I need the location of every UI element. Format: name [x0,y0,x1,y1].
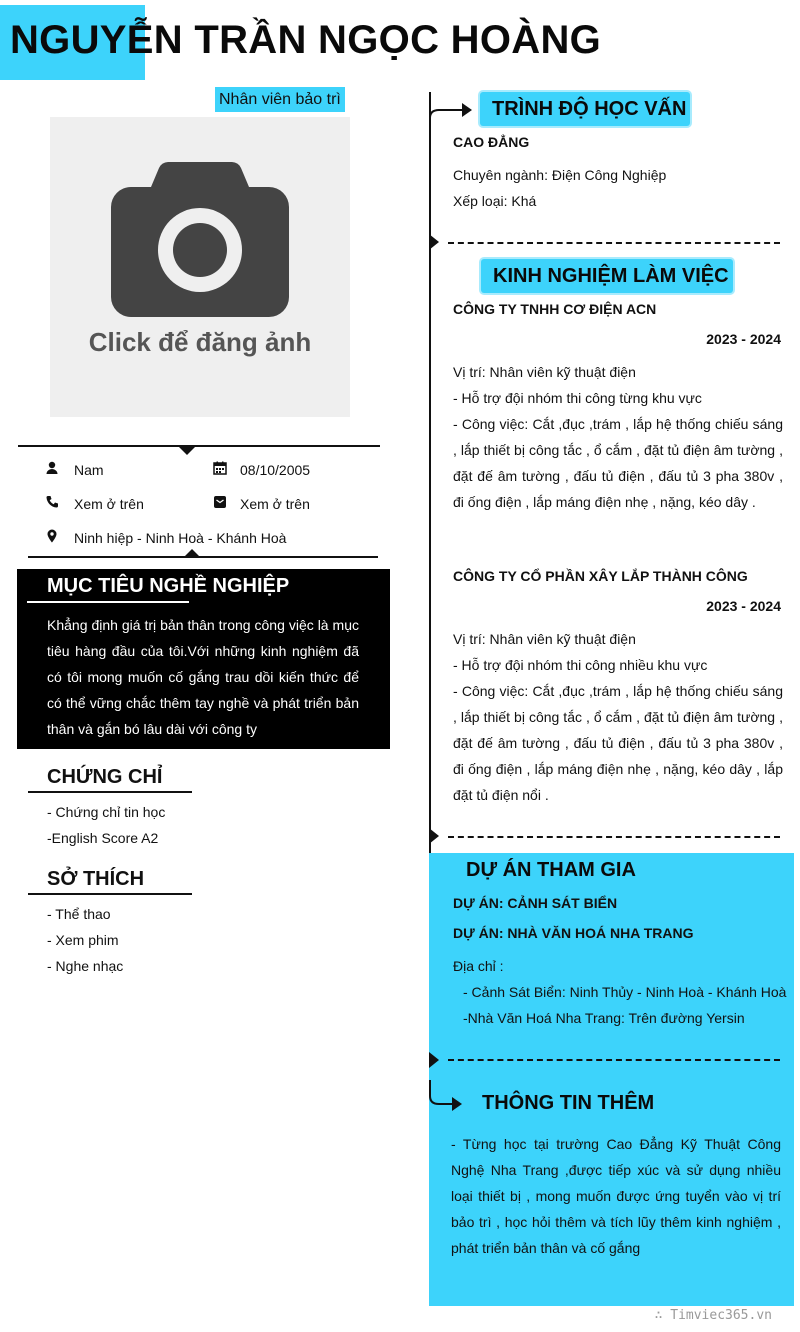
divider [28,791,192,793]
camera-icon [110,162,290,322]
job-work: - Công việc: Cắt ,đục ,trám , lắp hệ thống chiếu sáng , lắp thiết bị công tắc , ổ cắm , đặt tủ điện âm tường , đặt đế âm tường , đấu tủ điện , đấu tủ 3 pha 380v , đi ống điện , lắp máng điện nhẹ , nặng, kéo dây , lắp đặt tủ điện nổi . [453,683,783,803]
watermark: ∴ Timviec365.vn [654,1308,772,1323]
job-description [453,626,783,808]
project-address: -Nhà Văn Hoá Nha Trang: Trên đường Yersin [463,1010,745,1026]
list-item: - Thể thao [47,906,111,922]
project-name: DỰ ÁN: CẢNH SÁT BIỂN [453,895,618,911]
project-address: - Cảnh Sát Biển: Ninh Thủy - Ninh Hoà - Khánh Hoà [463,984,787,1000]
gender-value: Nam [74,462,104,478]
divider [27,601,189,603]
divider [448,1059,780,1061]
photo-upload-label: Click để đăng ảnh [88,327,312,357]
birthday-value: 08/10/2005 [240,462,311,478]
education-rank: Xếp loại: Khá [453,193,537,209]
divider [28,893,192,895]
job-task: - Hỗ trợ đội nhóm thi công từng khu vực [453,390,702,406]
job-work: - Công việc: Cắt ,đục ,trám , lắp hệ thống chiếu sáng , lắp thiết bị công tắc , ổ cắm , đặt tủ điện âm tường , đặt đế âm tường , đấu tủ điện , đấu tủ 3 pha 380v , đi ống điện , lắp máng điện nhẹ , nặng, kéo dây . [453,416,783,510]
timeline-marker [429,1052,439,1068]
objective-section [17,569,390,749]
divider [28,556,378,558]
photo-upload[interactable] [50,117,350,417]
job-description [453,359,783,515]
location-icon [45,529,59,543]
education-school: CAO ĐẲNG [453,134,530,150]
job-company: CÔNG TY TNHH CƠ ĐIỆN ACN [453,301,657,317]
job-position: Vị trí: Nhân viên kỹ thuật điện [453,631,636,647]
arrow-right-icon [429,1080,465,1116]
education-title: TRÌNH ĐỘ HỌC VẤN [492,98,687,120]
education-major: Chuyên ngành: Điện Công Nghiệp [453,167,667,183]
address-value: Ninh hiệp - Ninh Hoà - Khánh Hoà [74,530,287,546]
project-address-label: Địa chỉ : [453,958,504,974]
divider [18,445,380,447]
projects-title: DỰ ÁN THAM GIA [466,859,636,881]
phone-value: Xem ở trên [74,496,144,512]
job-position: Vị trí: Nhân viên kỹ thuật điện [453,364,636,380]
arrow-right-icon [429,98,473,122]
phone-icon [45,495,59,509]
calendar-icon [213,461,227,475]
job-title: Nhân viên bảo trì [215,87,345,112]
email-icon [213,495,227,509]
extra-text: - Từng học tại trường Cao Đẳng Kỹ Thuật Công Nghệ Nha Trang ,được tiếp xúc và sử dụng nhiều loại thiết bị , mong muốn được ứng tuyển vào vị trí bảo trì , học hỏi thêm và tích lũy thêm kinh nghiệm , phát triển bản thân và cố gắng [451,1136,781,1256]
extra-title: THÔNG TIN THÊM [482,1092,655,1114]
list-item: - Chứng chỉ tin học [47,804,166,820]
list-item: -English Score A2 [47,830,159,846]
list-item: - Nghe nhạc [47,958,124,974]
divider-arrow [179,447,195,455]
job-company: CÔNG TY CỔ PHẦN XÂY LẮP THÀNH CÔNG [453,568,748,584]
experience-title: KINH NGHIỆM LÀM VIỆC [493,265,729,287]
divider [448,836,780,838]
certificates-list [47,799,165,851]
hobbies-list [47,901,123,979]
user-icon [45,461,59,475]
divider [448,242,780,244]
job-period: 2023 - 2024 [706,331,781,347]
objective-title: MỤC TIÊU NGHỀ NGHIỆP [47,575,290,597]
timeline-marker [429,828,439,844]
project-name: DỰ ÁN: NHÀ VĂN HOÁ NHA TRANG [453,925,694,941]
job-task: - Hỗ trợ đội nhóm thi công nhiều khu vực [453,657,708,673]
timeline-marker [429,234,439,250]
job-period: 2023 - 2024 [706,598,781,614]
hobbies-title: SỞ THÍCH [47,868,145,890]
candidate-name: NGUYỄN TRẦN NGỌC HOÀNG [10,18,602,62]
list-item: - Xem phim [47,932,119,948]
certificates-title: CHỨNG CHỈ [47,766,163,788]
objective-text: Khẳng định giá trị bản thân trong công việc là mục tiêu hàng đầu của tôi.Với những kinh nghiệm đã có tôi mong muốn cố gắng trau dồi kiến thức để có thể vững chắc thêm tay nghề và phát triển bản thân và gắn bó lâu dài với công ty [47,617,359,737]
email-value: Xem ở trên [240,496,310,512]
